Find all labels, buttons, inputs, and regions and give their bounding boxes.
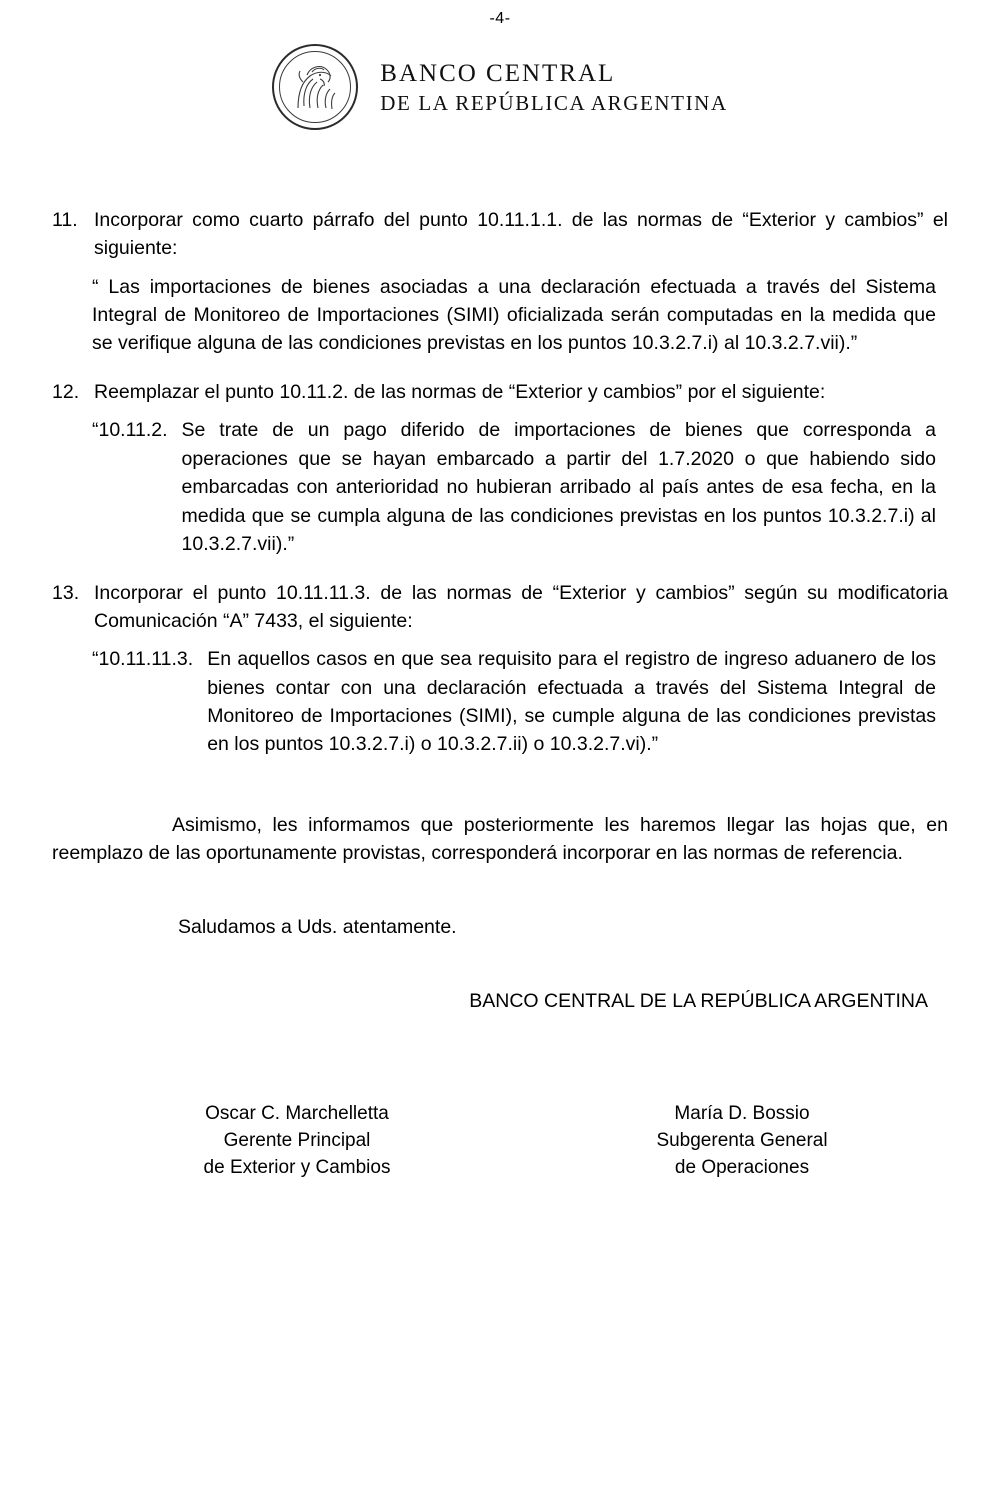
item-text: Incorporar como cuarto párrafo del punto 10.11.1.1. de las normas de “Exterior y cambios” el siguiente:: [94, 209, 948, 260]
bank-name-line2: DE LA REPÚBLICA ARGENTINA: [380, 90, 728, 115]
closing-paragraph: Asimismo, les informamos que posteriormente les haremos llegar las hojas que, en reemplazo de las oportunamente provistas, corresponderá incorporar en las normas de referencia.: [52, 813, 948, 865]
item-quote: [92, 416, 936, 558]
quote-text: En aquellos casos en que sea requisito para el registro de ingreso aduanero de los bienes contar con una declaración efectuada a través del Sistema Integral de Monitoreo de Importaciones (SIMI), se cumple alguna de las condiciones previstas en los puntos 10.3.2.7.i) o 10.3.2.7.ii) o 10.3.2.7.vi).”: [207, 648, 936, 756]
list-item: [52, 378, 948, 406]
item-number: 12.: [52, 380, 80, 403]
bcra-seal-icon: [272, 44, 358, 130]
signatory-name: Oscar C. Marchelletta: [205, 1102, 389, 1124]
quote-label: “10.11.2.: [92, 419, 168, 442]
letterhead: [0, 44, 1000, 130]
page-number: -4-: [489, 10, 511, 27]
item-quote: “ Las importaciones de bienes asociadas a una declaración efectuada a través del Sistema Integral de Monitoreo de Importaciones (SIMI) oficializada serán computadas en la medida que se verifique alguna de las condiciones previstas en los puntos 10.3.2.7.i) al 10.3.2.7.vii).”: [92, 275, 936, 355]
signatory-title-line1: Subgerenta General: [656, 1129, 828, 1151]
signatory-title-line1: Gerente Principal: [223, 1129, 371, 1151]
signature-right: [542, 1101, 942, 1182]
signature-left: [82, 1101, 512, 1182]
signature-block: [52, 1101, 948, 1182]
salutation: Saludamos a Uds. atentamente.: [178, 916, 457, 939]
document-content: [30, 206, 970, 1182]
list-item: [52, 206, 948, 263]
item-quote: [92, 645, 936, 759]
quote-label: “10.11.11.3.: [92, 648, 194, 671]
bank-name: [380, 57, 727, 118]
signatory-title-line2: de Exterior y Cambios: [203, 1156, 391, 1178]
item-number: 13.: [52, 581, 80, 604]
item-text: Incorporar el punto 10.11.11.3. de las normas de “Exterior y cambios” según su modificatoria Comunicación “A” 7433, el siguiente:: [94, 581, 948, 632]
item-text: Reemplazar el punto 10.11.2. de las normas de “Exterior y cambios” por el siguiente:: [94, 380, 826, 403]
bank-name-line1: BANCO CENTRAL: [380, 59, 616, 87]
item-number: 11.: [52, 209, 78, 231]
signatory-title-line2: de Operaciones: [674, 1156, 810, 1178]
organization-signature-line: BANCO CENTRAL DE LA REPÚBLICA ARGENTINA: [469, 989, 928, 1012]
list-item: [52, 579, 948, 636]
quote-text: Se trate de un pago diferido de importaciones de bienes que corresponda a operaciones que se hayan embarcado a partir del 1.7.2020 o que habiendo sido embarcadas con anterioridad no hubieran arribado al país antes de esa fecha, en la medida que se cumpla alguna de las condiciones previstas en los puntos 10.3.2.7.i) al 10.3.2.7.vii).”: [181, 419, 936, 556]
signatory-name: María D. Bossio: [674, 1102, 810, 1124]
